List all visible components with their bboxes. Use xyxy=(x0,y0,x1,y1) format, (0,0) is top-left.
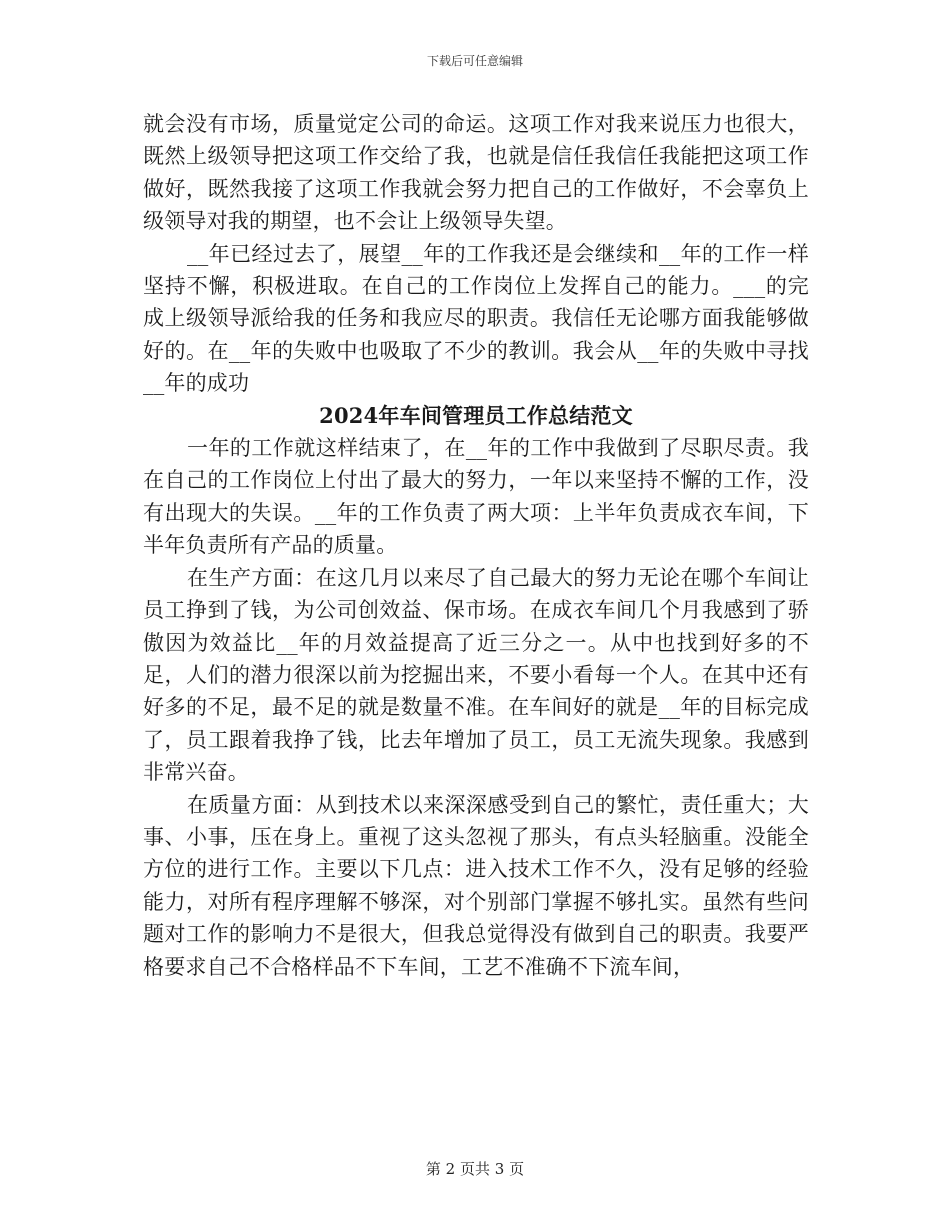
document-body xyxy=(143,108,809,983)
paragraph-outlook: __年已经过去了，展望__年的工作我还是会继续和__年的工作一样坚持不懈，积极进取。在自己的工作岗位上发挥自己的能力。___的完成上级领导派给我的任务和我应尽的职责。我信任无论哪方面我能够做好的。在__年的失败中也吸取了不少的教训。我会从__年的失败中寻找__年的成功 xyxy=(143,241,809,396)
page-header: 下载后可任意编辑 xyxy=(426,54,523,68)
page-footer: 第 2 页共 3 页 xyxy=(425,1160,525,1178)
section-title: 2024年车间管理员工作总结范文 xyxy=(319,402,633,428)
paragraph-intro: 一年的工作就这样结束了，在__年的工作中我做到了尽职尽责。我在自己的工作岗位上付出了最大的努力，一年以来坚持不懈的工作，没有出现大的失误。__年的工作负责了两大项：上半年负责成衣车间，下半年负责所有产品的质量。 xyxy=(143,436,809,558)
paragraph-quality: 在质量方面：从到技术以来深深感受到自己的繁忙，责任重大；大事、小事，压在身上。重视了这头忽视了那头，有点头轻脑重。没能全方位的进行工作。主要以下几点：进入技术工作不久，没有足够的经验能力，对所有程序理解不够深，对个别部门掌握不够扎实。虽然有些问题对工作的影响力不是很大，但我总觉得没有做到自己的职责。我要严格要求自己不合格样品不下车间，工艺不准确不下流车间， xyxy=(143,792,809,979)
paragraph-production: 在生产方面：在这几月以来尽了自己最大的努力无论在哪个车间让员工挣到了钱，为公司创效益、保市场。在成衣车间几个月我感到了骄傲因为效益比__年的月效益提高了近三分之一。从中也找到好多的不足，人们的潜力很深以前为挖掘出来，不要小看每一个人。在其中还有好多的不足，最不足的就是数量不准。在车间好的就是__年的目标完成了，员工跟着我挣了钱，比去年增加了员工，员工无流失现象。我感到非常兴奋。 xyxy=(143,565,809,785)
paragraph-continuation: 就会没有市场，质量觉定公司的命运。这项工作对我来说压力也很大，既然上级领导把这项工作交给了我，也就是信任我信任我能把这项工作做好，既然我接了这项工作我就会努力把自己的工作做好，不会辜负上级领导对我的期望，也不会让上级领导失望。 xyxy=(143,112,809,234)
